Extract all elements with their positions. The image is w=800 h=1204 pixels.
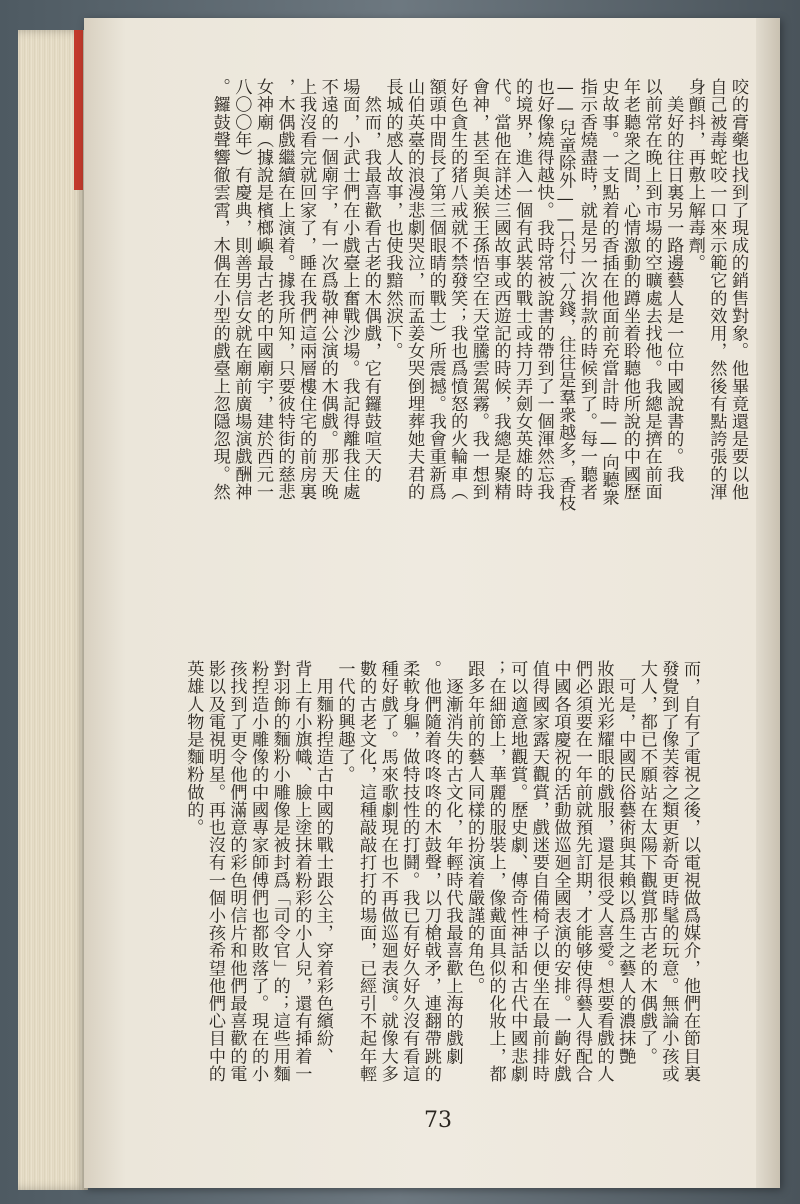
text-column: 上我沒看完就回家了，睡在我們這兩層樓住宅的前房裏 <box>296 78 317 501</box>
text-column: 用麵粉揑造古中國的戰士跟公主，穿着彩色繽紛、 <box>312 660 333 1065</box>
text-column: 然而，我最喜歡看古老的木偶戲，它有鑼鼓喧天的 <box>360 78 381 483</box>
text-column: 指示香燒盡時，就是另一次捐款的時候到了。每一聽者 <box>576 78 597 501</box>
text-column: 不遠的一個廟宇，有一次爲敬神公演的木偶戲。那天晚 <box>317 78 338 501</box>
text-column: 女神廟（據說是檳榔嶼最古老的中國廟宇，建於西元一 <box>252 78 273 501</box>
text-column: 背上有小旗幟、臉上塗抹着粉彩的小人兒，還有揷着一 <box>291 660 312 1083</box>
text-column: ，木偶戲繼續在上演着。據我所知，只要彼特街的慈悲 <box>274 78 295 501</box>
text-column: 可以適意地觀賞。歷史劇、傳奇性神話和古代中國悲劇 <box>507 660 528 1083</box>
text-column: 史故事。一支點着的香插在他面前充當計時——向聽衆 <box>598 78 619 506</box>
text-column: 年老聽衆之間，心情激動的蹲坐着聆聽他所說的中國歷 <box>620 78 641 501</box>
text-block-bottom <box>100 660 700 1132</box>
text-column: 大人，都已不願站在太陽下觀賞那古老的木偶戲了。 <box>636 660 657 1065</box>
text-column: 會神，甚至與美猴王孫悟空在天堂騰雲駕霧。我一想到 <box>468 78 489 501</box>
text-column: 對羽飾的麵粉小雕像是被封爲「司令官」的；這些用麵 <box>269 660 290 1083</box>
text-column: 逐漸消失的古文化，年輕時代我最喜歡上海的戲劇 <box>442 660 463 1065</box>
text-column: 代。當他在詳述三國故事或西遊記的時候，我總是聚精 <box>490 78 511 501</box>
text-column: 長城的感人故事，也使我黯然淚下。 <box>382 78 403 360</box>
text-column: 以前常在晚上到市場的空曠處去找他。我總是擠在前面 <box>641 78 662 501</box>
page-gutter <box>756 18 780 1188</box>
text-column: 跟多年前的藝人同樣的扮演着嚴謹的角色。 <box>464 660 485 995</box>
text-column: 也好像燒得越快。我時常被說書的帶到了一個渾然忘我 <box>533 78 554 501</box>
page-edges <box>18 30 88 1190</box>
text-column: 粉揑造小雕像的中國專家師傅們也都敗落了。現在的小 <box>248 660 269 1083</box>
text-column: 英雄人物是麵粉做的。 <box>183 660 204 836</box>
text-column: 孩找到了更令他們滿意的彩色明信片和他們最喜歡的電 <box>226 660 247 1083</box>
text-column: 的境界，進入一個有武裝的戰士或持刀弄劍女英雄的時 <box>512 78 533 501</box>
text-column: 影以及電視明星。再也沒有一個小孩希望他們心目中的 <box>204 660 225 1083</box>
page-number: 73 <box>424 1108 452 1133</box>
text-column: 美好的往日裏另一路邊藝人是一位中國說書的。我 <box>663 78 684 483</box>
text-column: 額頭中間長了第三個眼睛的戰士）所震撼。我會重新爲 <box>425 78 446 501</box>
text-column: 中國各項慶祝的活動做巡廻全國表演的安排。一齣好戲 <box>550 660 571 1083</box>
text-column: 可是，中國民俗藝術與其賴以爲生之藝人的濃抹艷 <box>615 660 636 1065</box>
text-column: 。他們隨着咚咚咚的木鼓聲，以刀槍戟矛，連翻帶跳的 <box>420 660 441 1083</box>
text-column: 妝跟光彩耀眼的戲服，還是很受人喜愛。想要看戲的人 <box>593 660 614 1083</box>
text-column: 山伯英臺的浪漫悲劇哭泣，而孟姜女哭倒埋葬她夫君的 <box>404 78 425 501</box>
text-column: 數的古老文化，這種敲敲打打的場面，已經引不起年輕 <box>356 660 377 1083</box>
text-block-top <box>148 78 748 638</box>
text-column: 柔軟身軀，做特技性的打鬪。我已有好久好久沒有看這 <box>399 660 420 1083</box>
text-column: 值得國家露天觀賞，戲迷要自備椅子以便坐在最前排時 <box>528 660 549 1083</box>
text-column: 們必須要在一年前就預先訂期，才能够使得藝人得配合 <box>572 660 593 1083</box>
text-column: 身顫抖，再敷上解毒劑。 <box>684 78 705 272</box>
text-column: 咬的膏藥也找到了現成的銷售對象。他畢竟還是要以他 <box>728 78 748 501</box>
text-column: 而，自有了電視之後，以電視做爲媒介，他們在節目裏 <box>680 660 700 1083</box>
text-column: 好色貪生的猪八戒就不禁發笑；我也爲憤怒的火輪車（ <box>447 78 468 501</box>
text-column: 一代的興趣了。 <box>334 660 355 784</box>
text-column: 。鑼鼓聲響徹雲霄，木偶在小型的戲臺上忽隱忽現。然 <box>209 78 230 501</box>
text-column: 八〇〇年）有慶典，則善男信女就在廟前廣場演戲酬神 <box>231 78 252 501</box>
book-page <box>84 18 780 1188</box>
text-column: 場面，小武士們在小戲臺上奮戰沙場。我記得離我住處 <box>339 78 360 501</box>
text-column: 自己被毒蛇咬一口來示範它的效用，然後有點誇張的渾 <box>706 78 727 501</box>
text-column: 發覺到了像芙蓉之類更新奇更時髦的玩意。無論小孩或 <box>658 660 679 1083</box>
text-column: ——兒童除外——只付一分錢，往往是羣衆越多，香枝 <box>555 78 576 512</box>
bookmark-ribbon <box>74 30 83 190</box>
text-column: 種好戲了。馬來歌劇現在也不再做巡廻表演。就像大多 <box>377 660 398 1083</box>
text-column: ；在細節上，華麗的服裝上，像戴面具似的化妝上，都 <box>485 660 506 1083</box>
